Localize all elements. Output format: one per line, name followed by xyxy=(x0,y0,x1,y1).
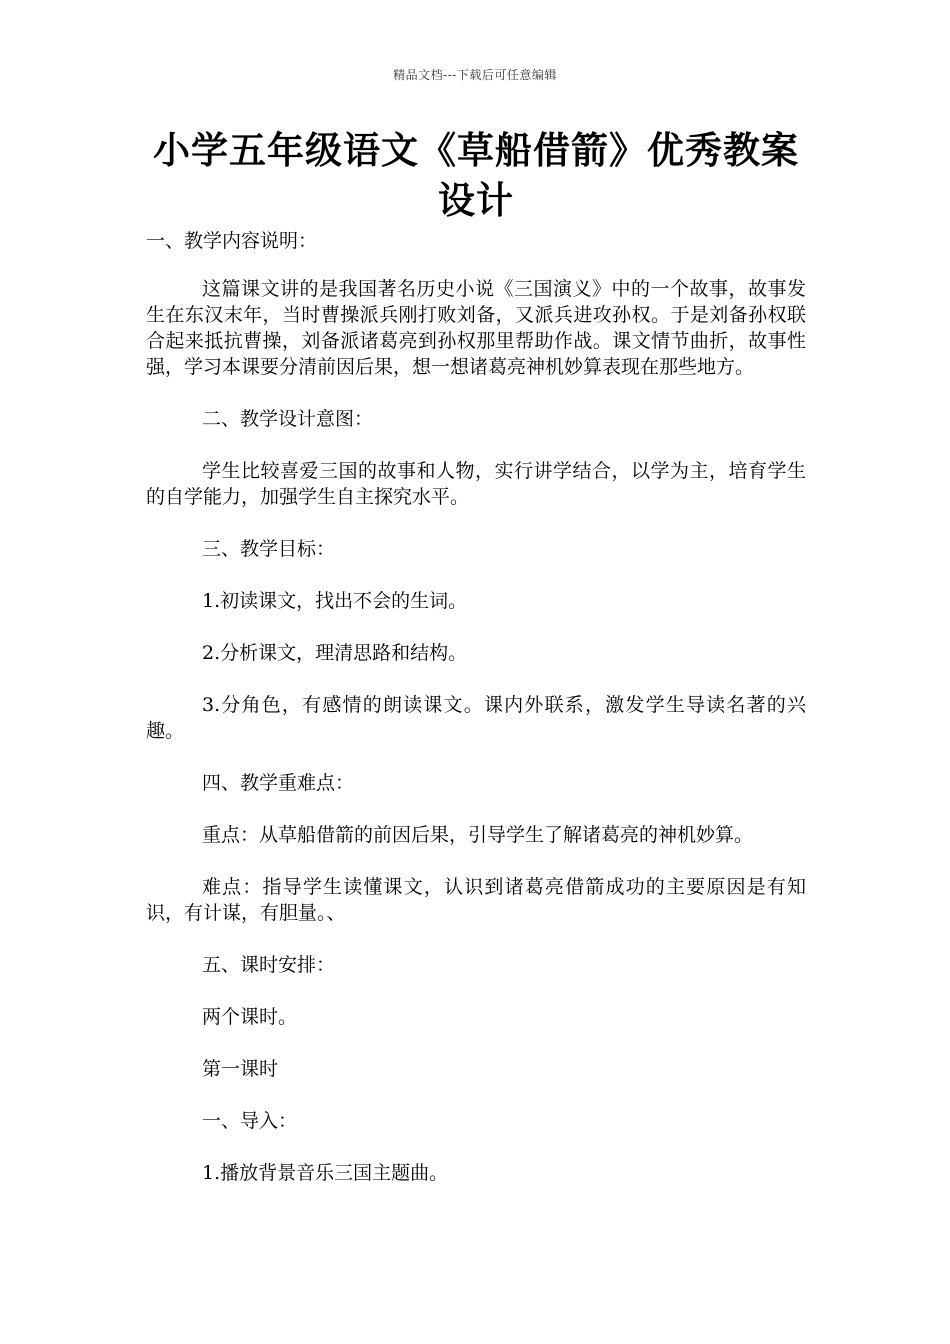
section-heading-introduction: 一、导入： xyxy=(202,1110,298,1132)
paragraph-design-intent: 学生比较喜爱三国的故事和人物，实行讲学结合，以学为主，培育学生的自学能力，加强学生自主探究水平。 xyxy=(146,460,806,508)
section-heading-key-points: 四、教学重难点： xyxy=(202,772,355,794)
key-point-paragraph: 重点：从草船借箭的前因后果，引导学生了解诸葛亮的神机妙算。 xyxy=(202,824,754,846)
paragraph-content-description: 这篇课文讲的是我国著名历史小说《三国演义》中的一个故事，故事发生在东汉末年，当时曹操派兵刚打败刘备，又派兵进攻孙权。于是刘备孙权联合起来抵抗曹操，刘备派诸葛亮到孙权那里帮助作战。课文情节曲折，故事性强，学习本课要分清前因后果，想一想诸葛亮神机妙算表现在那些地方。 xyxy=(146,278,806,378)
difficult-point-paragraph: 难点：指导学生读懂课文，认识到诸葛亮借箭成功的主要原因是有知识，有计谋，有胆量。、 xyxy=(146,876,806,924)
document-body xyxy=(146,228,806,1212)
schedule-paragraph: 两个课时。 xyxy=(202,1006,298,1028)
objective-item-2: 2.分析课文，理清思路和结构。 xyxy=(202,642,468,664)
page-header: 精品文档---下载后可任意编辑 xyxy=(393,68,557,82)
objective-item-3: 3.分角色，有感情的朗读课文。课内外联系，激发学生导读名著的兴趣。 xyxy=(146,694,806,742)
introduction-item-1: 1.播放背景音乐三国主题曲。 xyxy=(202,1162,449,1184)
section-heading-schedule: 五、课时安排： xyxy=(202,954,336,976)
section-heading-objectives: 三、教学目标： xyxy=(202,538,336,560)
lesson-one-heading: 第一课时 xyxy=(202,1058,279,1080)
section-heading-content: 一、教学内容说明： xyxy=(146,230,318,252)
document-title: 小学五年级语文《草船借箭》优秀教案设计 xyxy=(153,129,799,222)
section-heading-design-intent: 二、教学设计意图： xyxy=(202,408,374,430)
objective-item-1: 1.初读课文，找出不会的生词。 xyxy=(202,590,468,612)
